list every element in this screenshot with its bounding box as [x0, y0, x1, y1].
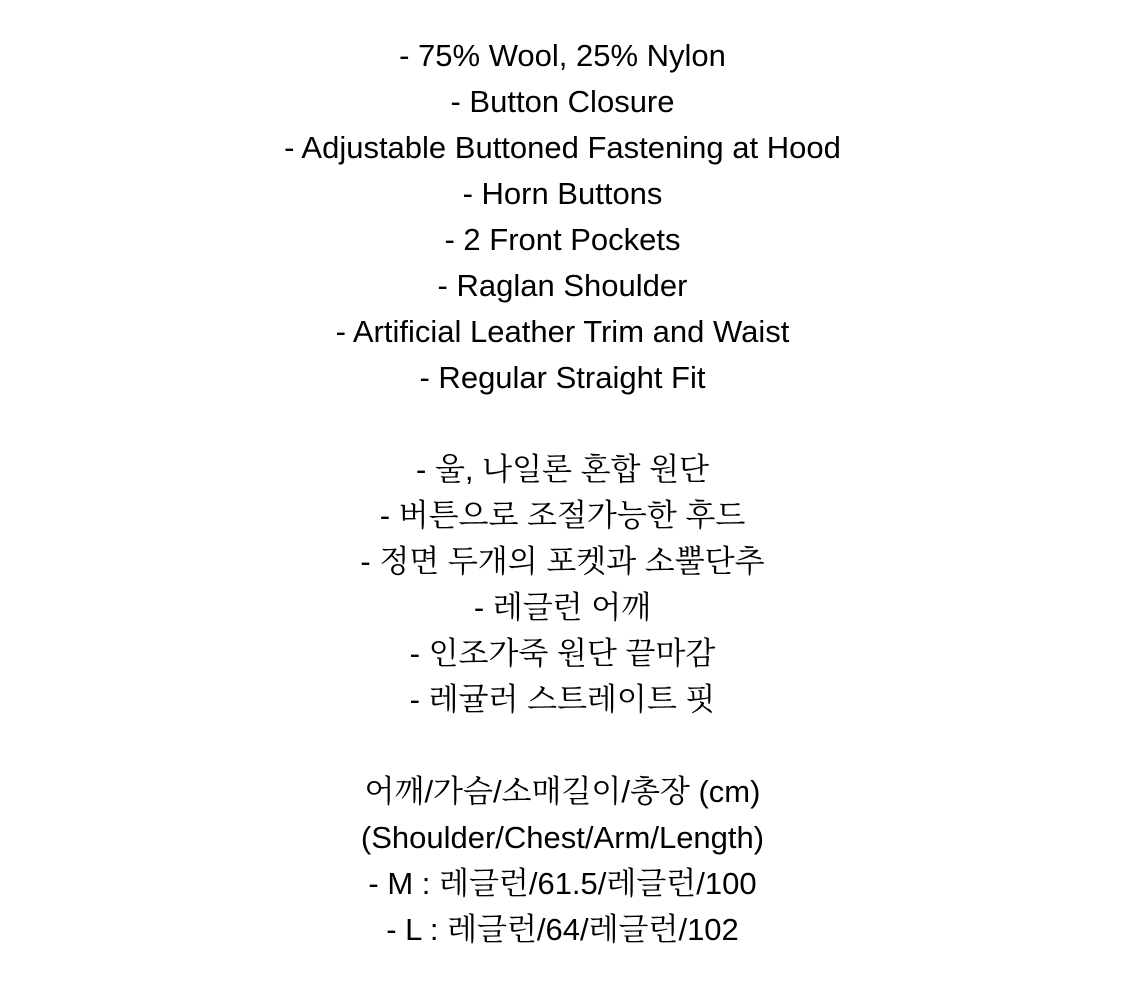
- text-line: - 정면 두개의 포켓과 소뿔단추: [360, 544, 765, 579]
- text-line: - 2 Front Pockets: [444, 222, 681, 257]
- text-line: - 75% Wool, 25% Nylon: [399, 38, 726, 73]
- text-line: - Raglan Shoulder: [437, 268, 688, 303]
- english-details-section: [0, 33, 1125, 401]
- text-line: - Artificial Leather Trim and Waist: [335, 314, 790, 349]
- text-line: (Shoulder/Chest/Arm/Length): [360, 820, 765, 855]
- text-line: 어깨/가슴/소매길이/총장 (cm): [364, 774, 761, 809]
- text-line: - Button Closure: [450, 84, 675, 119]
- korean-details-section: [0, 447, 1125, 723]
- size-info-section: [0, 769, 1125, 953]
- text-line: - 레글런 어깨: [473, 590, 652, 625]
- text-line: - Horn Buttons: [462, 176, 663, 211]
- text-line: - Regular Straight Fit: [419, 360, 706, 395]
- text-line: - 버튼으로 조절가능한 후드: [379, 498, 746, 533]
- text-line: - Adjustable Buttoned Fastening at Hood: [284, 130, 841, 165]
- text-line: - 울, 나일론 혼합 원단: [416, 452, 709, 487]
- text-line: - L : 레글런/64/레글런/102: [386, 912, 739, 947]
- text-line: - M : 레글런/61.5/레글런/100: [368, 866, 757, 901]
- text-line: - 인조가죽 원단 끝마감: [409, 636, 716, 671]
- text-line: - 레귤러 스트레이트 핏: [409, 682, 716, 717]
